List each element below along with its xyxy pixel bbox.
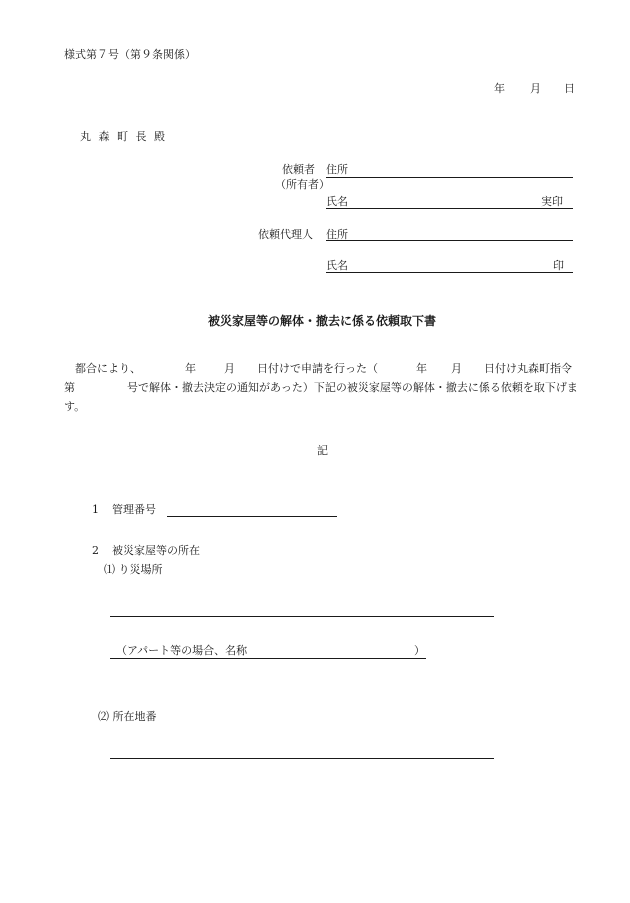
sub1-label: ⑴ り災場所	[104, 563, 163, 576]
body-text: 第	[64, 381, 75, 394]
body-line-1	[64, 362, 572, 376]
item1-label: 管理番号	[112, 503, 156, 516]
agent-name-line[interactable]	[326, 272, 573, 273]
requester-label: 依頼者	[282, 163, 315, 176]
agent-name-label: 氏名	[326, 259, 348, 272]
item1-number: 1	[92, 503, 99, 516]
body-year: 年	[185, 362, 196, 375]
body-month: 月	[451, 362, 462, 375]
body-month: 月	[224, 362, 235, 375]
form-number: 様式第７号（第９条関係）	[64, 48, 196, 61]
agent-label: 依頼代理人	[258, 228, 313, 241]
body-line-2	[64, 381, 578, 395]
item2-number: 2	[92, 544, 99, 557]
apartment-close: ）	[414, 644, 425, 657]
ki-heading: 記	[317, 444, 328, 457]
date-day: 日	[564, 82, 575, 95]
addressee: 丸 森 町 長 殿	[80, 130, 167, 143]
body-text: 日付け丸森町指令	[484, 362, 572, 375]
lot-number-line[interactable]	[110, 758, 494, 759]
apartment-text: （アパート等の場合、名称	[116, 644, 248, 657]
agent-address-label: 住所	[326, 228, 348, 241]
requester-address-line[interactable]	[326, 177, 573, 178]
requester-name-line[interactable]	[326, 208, 573, 209]
disaster-location-line[interactable]	[110, 616, 494, 617]
apartment-name-line[interactable]	[110, 658, 426, 659]
body-text: 都合により、	[75, 362, 141, 375]
item2-label: 被災家屋等の所在	[112, 544, 200, 557]
requester-address-label: 住所	[326, 163, 348, 176]
body-text: 号で解体・撤去決定の通知があった）下記の被災家屋等の解体・撤去に係る依頼を取下げま	[127, 381, 578, 394]
body-text: 日付けで申請を行った（	[257, 362, 378, 375]
body-line-3: す。	[64, 400, 86, 413]
agent-seal: 印	[553, 259, 564, 272]
management-number-line[interactable]	[167, 516, 337, 517]
body-year: 年	[416, 362, 427, 375]
document-title: 被災家屋等の解体・撤去に係る依頼取下書	[208, 314, 437, 328]
sub2-label: ⑵ 所在地番	[98, 710, 157, 723]
date-year: 年	[494, 82, 505, 95]
requester-seal: 実印	[541, 195, 563, 208]
requester-sub-label: （所有者）	[275, 178, 330, 191]
requester-name-label: 氏名	[326, 195, 348, 208]
date-month: 月	[530, 82, 541, 95]
agent-address-line[interactable]	[326, 240, 573, 241]
